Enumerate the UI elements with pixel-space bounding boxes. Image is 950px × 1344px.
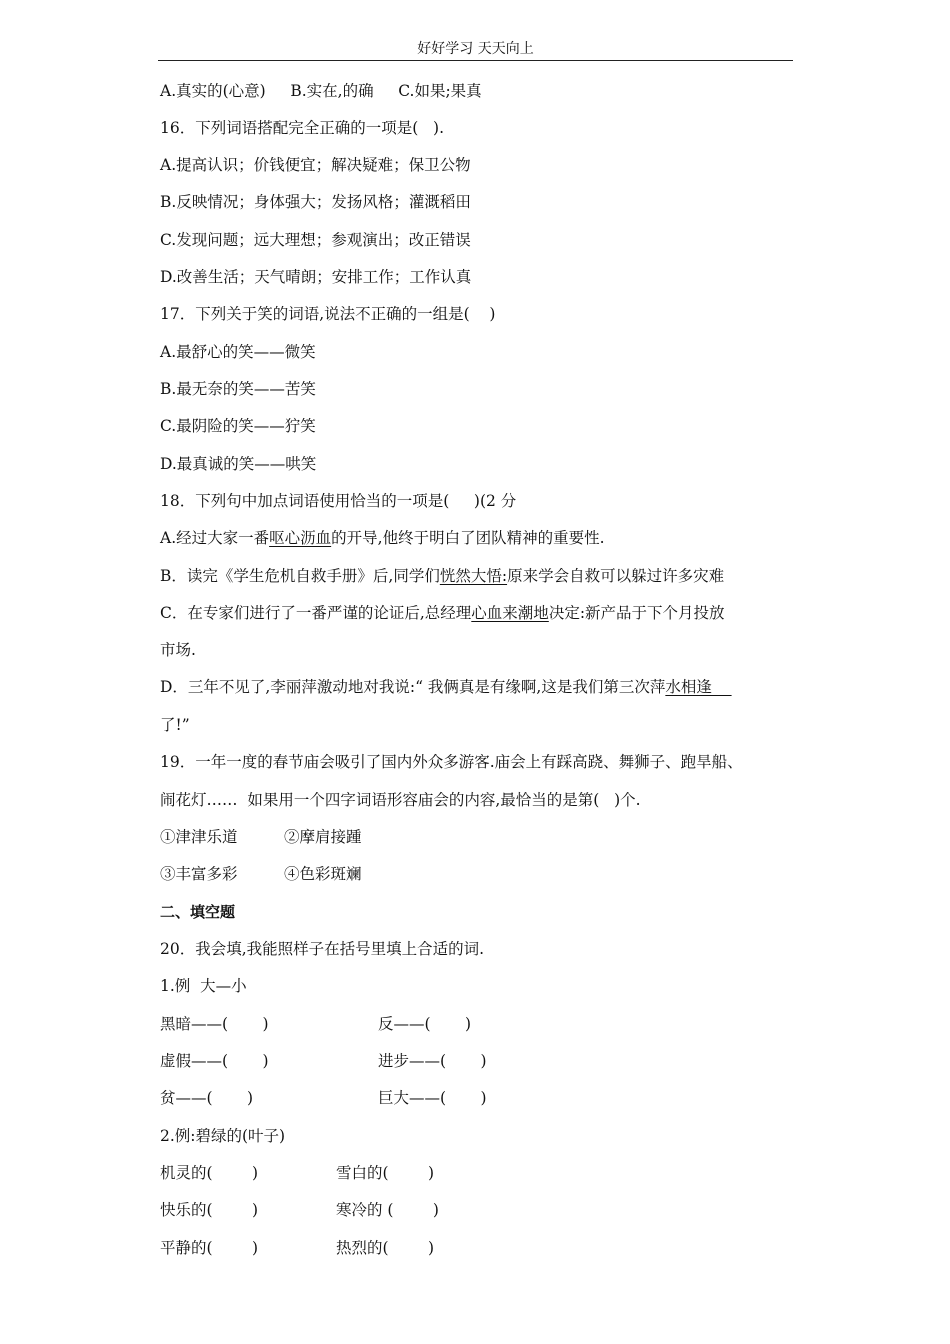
q20-part-1: 1.例 大—小 xyxy=(160,977,247,995)
q17-option-b: B.最无奈的笑——苦笑 xyxy=(160,380,316,398)
q18-option-d xyxy=(160,677,732,697)
fill-item: 雪白的( ) xyxy=(336,1164,435,1182)
q19-option-3: ③丰富多彩 xyxy=(160,865,238,883)
q18c-text-before: C．在专家们进行了一番严谨的论证后,总经理 xyxy=(160,604,472,622)
page-header: 好好学习 天天向上 xyxy=(417,41,534,57)
section-heading: 二、填空题 xyxy=(160,903,236,921)
header-rule xyxy=(158,60,793,61)
fill-item: 寒冷的 ( ) xyxy=(336,1201,439,1219)
antonym-item: 反——( ) xyxy=(378,1015,472,1033)
q17-option-d: D.最真诚的笑——哄笑 xyxy=(160,455,317,473)
q16-option-d: D.改善生活；天气晴朗；安排工作；工作认真 xyxy=(160,268,472,286)
q18c-text-after: 决定:新产品于下个月投放 xyxy=(548,604,725,622)
antonym-item: 虚假——( ) xyxy=(160,1052,269,1070)
q16-option-b: B.反映情况；身体强大；发扬风格；灌溉稻田 xyxy=(160,193,471,211)
question-18: 18．下列句中加点词语使用恰当的一项是( )(2 分 xyxy=(160,492,517,510)
q18a-text-before: A.经过大家一番 xyxy=(160,529,270,547)
q18c-underlined-term: 心血来潮地 xyxy=(471,604,549,622)
q18b-text-before: B．读完《学生危机自救手册》后,同学们 xyxy=(160,567,440,585)
question-17: 17．下列关于笑的词语,说法不正确的一组是( ) xyxy=(160,305,496,323)
q18-option-c-cont: 市场. xyxy=(160,641,196,659)
fill-item: 热烈的( ) xyxy=(336,1239,435,1257)
q18d-underlined-term: 水相逢 xyxy=(665,678,732,696)
q18a-underlined-term: 呕心沥血 xyxy=(269,529,332,547)
q16-option-c: C.发现问题；远大理想；参观演出；改正错误 xyxy=(160,231,471,249)
q18-option-d-cont: 了!” xyxy=(160,716,190,734)
q17-option-c: C.最阴险的笑——狞笑 xyxy=(160,417,316,435)
question-16: 16．下列词语搭配完全正确的一项是( ). xyxy=(160,119,445,137)
q17-option-a: A.最舒心的笑——微笑 xyxy=(160,343,316,361)
antonym-item: 巨大——( ) xyxy=(378,1089,487,1107)
q19-option-4: ④色彩斑斓 xyxy=(284,865,362,883)
q18-option-c xyxy=(160,603,725,623)
q18b-text-after: 原来学会自救可以躲过许多灾难 xyxy=(507,567,725,585)
antonym-item: 贫——( ) xyxy=(160,1089,254,1107)
question-19-cont: 闹花灯…… 如果用一个四字词语形容庙会的内容,最恰当的是第( )个. xyxy=(160,791,641,809)
fill-item: 平静的( ) xyxy=(160,1239,259,1257)
q16-option-a: A.提高认识；价钱便宜；解决疑难；保卫公物 xyxy=(160,156,471,174)
q18-option-a xyxy=(160,528,605,548)
q19-option-1: ①津津乐道 xyxy=(160,828,238,846)
fill-item: 快乐的( ) xyxy=(160,1201,259,1219)
q18-option-b xyxy=(160,566,724,586)
antonym-item: 进步——( ) xyxy=(378,1052,487,1070)
option-line: A.真实的(心意) B.实在,的确 C.如果;果真 xyxy=(160,82,482,100)
question-20: 20．我会填,我能照样子在括号里填上合适的词. xyxy=(160,940,485,958)
question-19: 19．一年一度的春节庙会吸引了国内外众多游客.庙会上有踩高跷、舞狮子、跑旱船、 xyxy=(160,753,743,771)
fill-item: 机灵的( ) xyxy=(160,1164,259,1182)
q20-part-2: 2.例:碧绿的(叶子) xyxy=(160,1127,286,1145)
q19-option-2: ②摩肩接踵 xyxy=(284,828,362,846)
q18a-text-after: 的开导,他终于明白了团队精神的重要性. xyxy=(331,529,605,547)
q18b-underlined-term: 恍然大悟: xyxy=(439,567,508,585)
antonym-item: 黑暗——( ) xyxy=(160,1015,269,1033)
q18d-text-before: D．三年不见了,李丽萍激动地对我说:“ 我俩真是有缘啊,这是我们第三次萍 xyxy=(160,678,666,696)
